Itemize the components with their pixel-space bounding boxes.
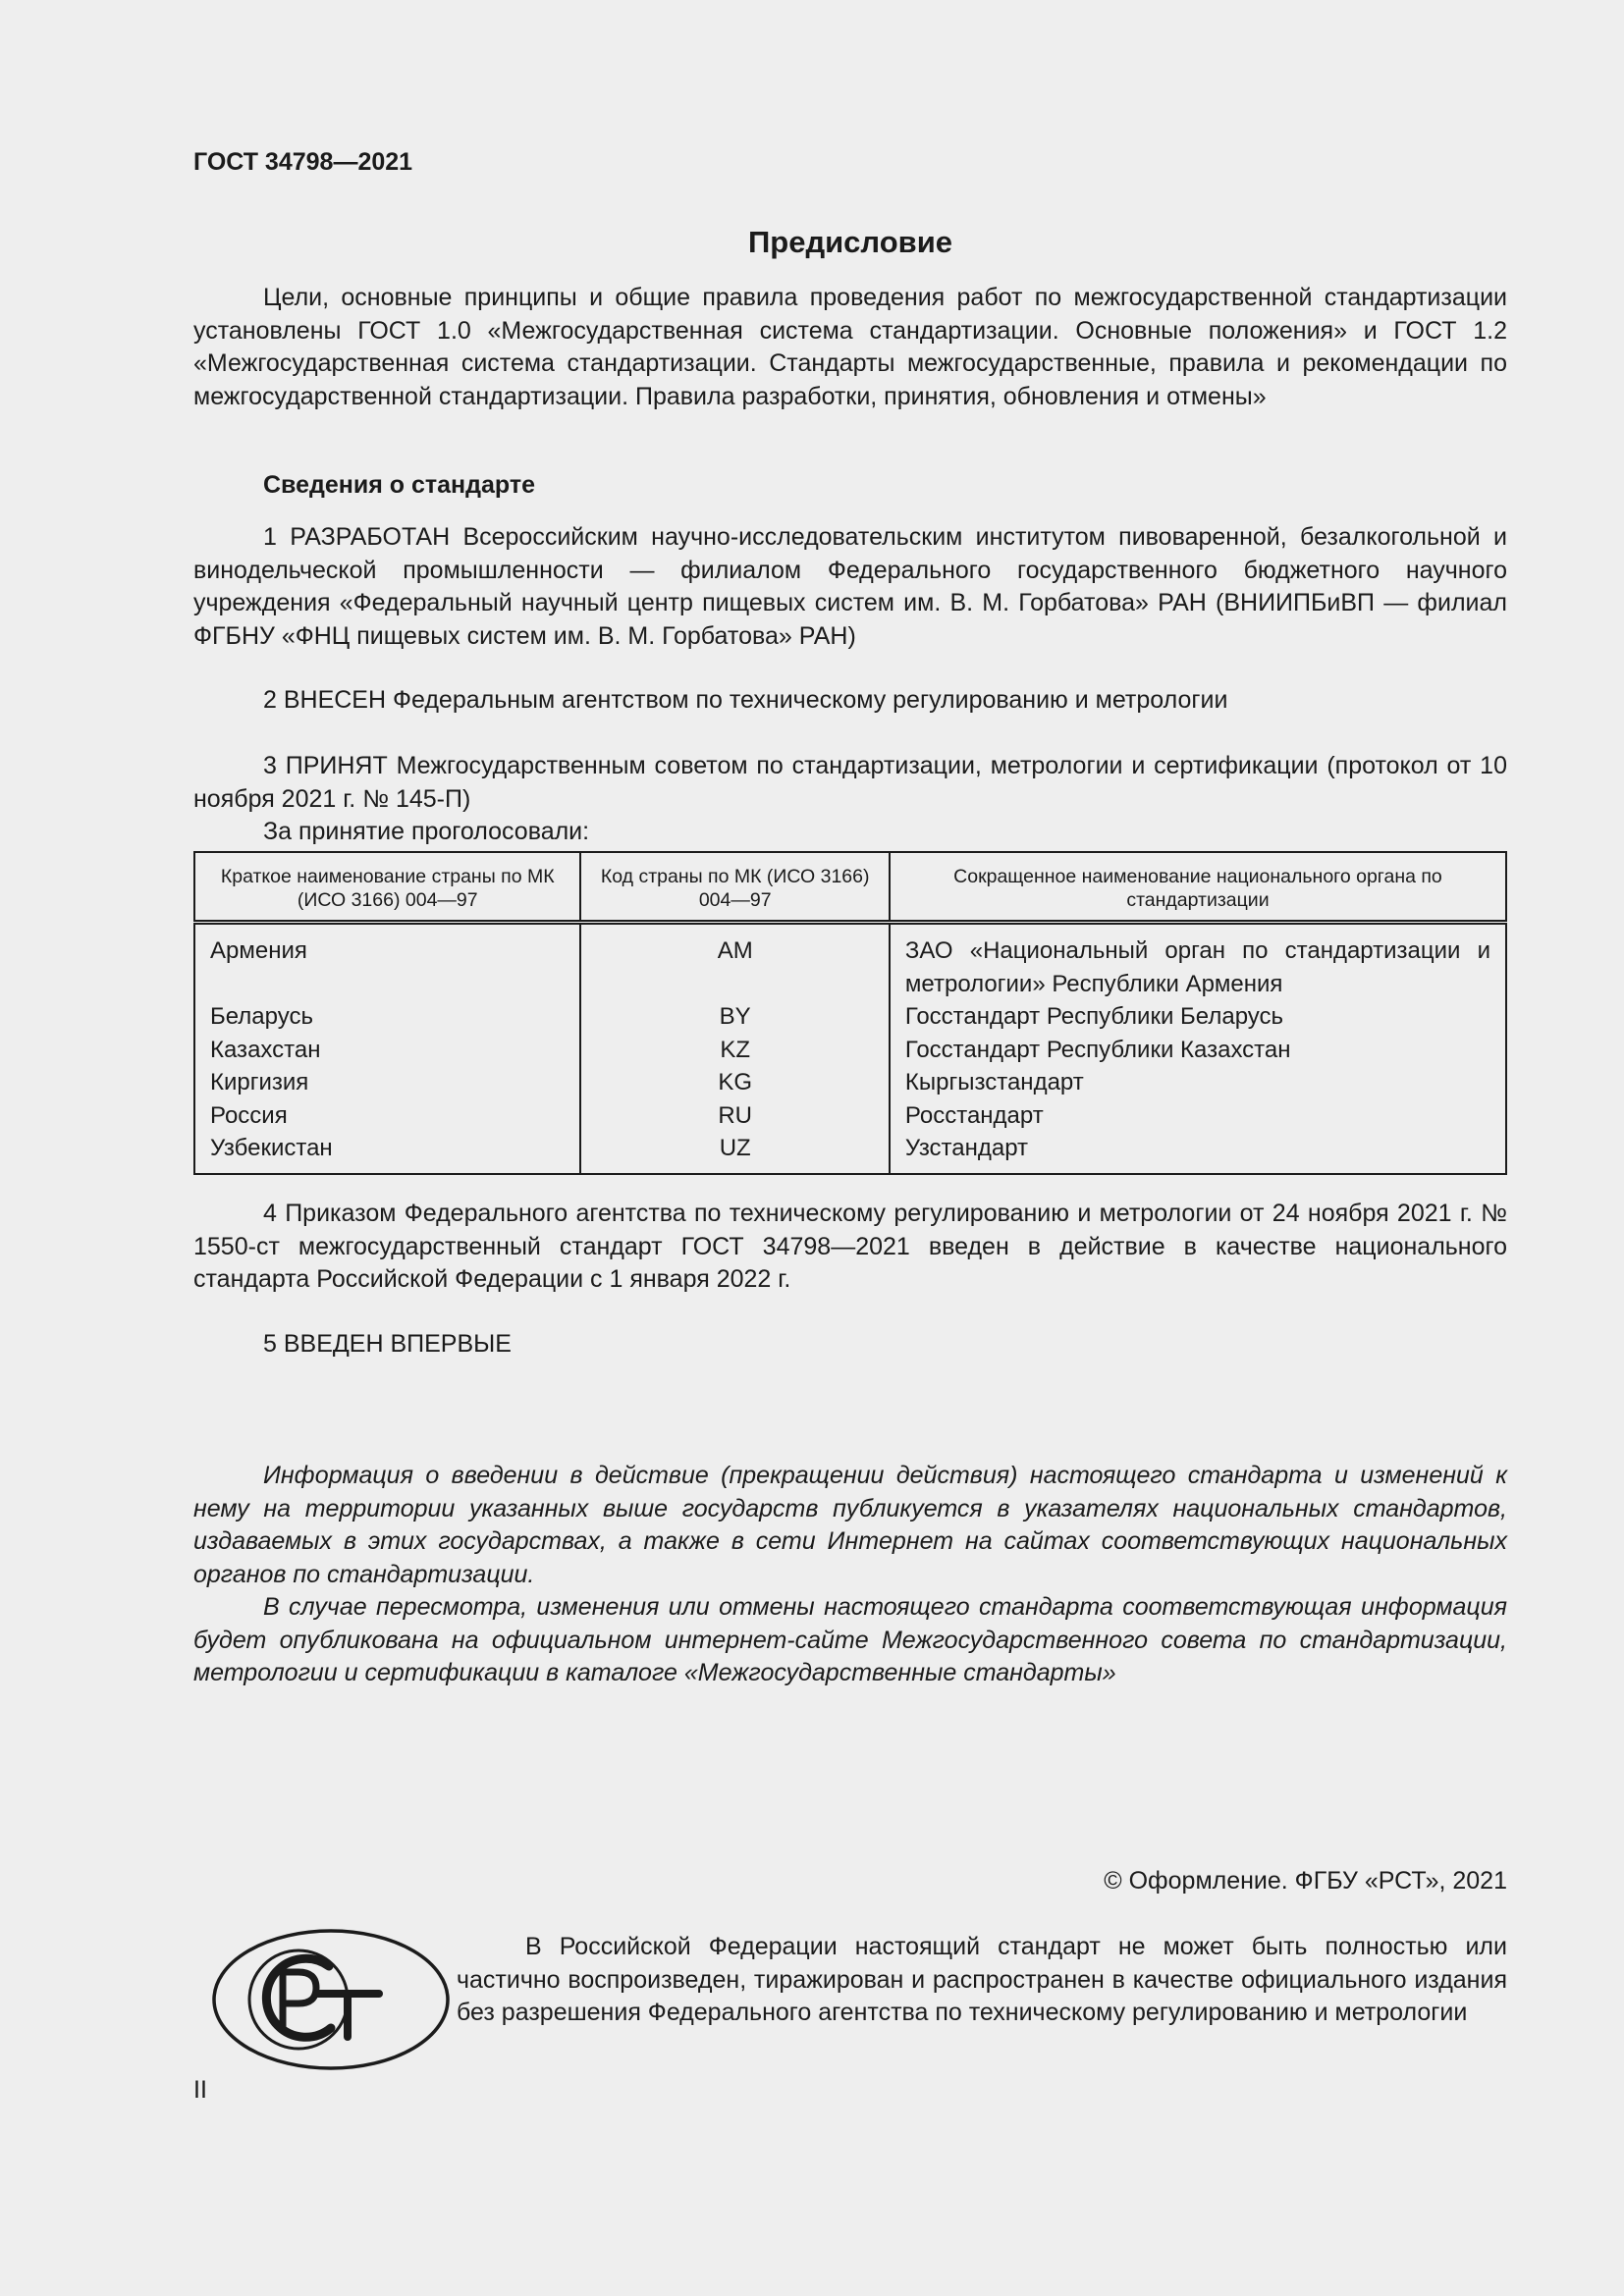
table-row (194, 1066, 1506, 1099)
info-paragraph-2: В случае пересмотра, изменения или отмены настоящего стандарта соответствующая информация будет опубликована на официальном интернет-сайте Межгосударственного совета по стандартизации, метрологии и сертификации в каталоге «Межгосударственные стандарты» (193, 1593, 1507, 1686)
table-row (194, 1000, 1506, 1034)
intro-paragraph: Цели, основные принципы и общие правила проведения работ по межгосударственной стандартизации установлены ГОСТ 1.0 «Межгосударственная система стандартизации. Основные положения» и ГОСТ 1.2 «Межгосударственная система стандартизации. Стандарты межгосударственные, правила и рекомендации по межгосударственной стандартизации. Правила разработки, принятия, обновления и отмены» (193, 284, 1507, 410)
page-number: II (193, 2076, 207, 2104)
country-cell: Армения (194, 923, 580, 1001)
code-cell: RU (580, 1099, 889, 1133)
table-row (194, 923, 1506, 1001)
country-cell: Беларусь (194, 1000, 580, 1034)
country-cell: Россия (194, 1099, 580, 1133)
org-cell: ЗАО «Национальный орган по стандартизации и метрологии» Республики Армения (890, 923, 1506, 1001)
voting-table (193, 851, 1507, 1175)
item-4-block (193, 1198, 1507, 1297)
item-developed: 1 РАЗРАБОТАН Всероссийским научно-исследовательским институтом пивоваренной, безалкогольной и винодельческой промышленности — филиалом Федерального государственного бюджетного научного учреждения «Федеральный научный центр пищевых систем им. В. М. Горбатова» РАН (ВНИИПБиВП — филиал ФГБНУ «ФНЦ пищевых систем им. В. М. Горбатова» РАН) (193, 523, 1507, 650)
info-heading-block (193, 469, 1507, 503)
code-cell: AM (580, 923, 889, 1001)
item-1-block (193, 521, 1507, 653)
table-header-row (194, 852, 1506, 923)
item-5-block (193, 1328, 1507, 1362)
org-cell: Госстандарт Республики Казахстан (890, 1034, 1506, 1067)
country-cell: Казахстан (194, 1034, 580, 1067)
voted-label: За принятие проголосовали: (263, 818, 590, 845)
item-3-block (193, 750, 1507, 849)
rst-logo-icon (210, 1927, 452, 2072)
column-header-code: Код страны по МК (ИСО 3166) 004—97 (580, 852, 889, 923)
country-cell: Узбекистан (194, 1132, 580, 1174)
info-paragraph-1: Информация о введении в действие (прекращении действия) настоящего стандарта и изменений к нему на территории указанных выше государств публикуется в указателях национальных стандартов, издаваемых в этих государствах, а также в сети Интернет на сайтах соответствующих национальных органов по стандартизации. (193, 1462, 1507, 1588)
item-introduced: 2 ВНЕСЕН Федеральным агентством по техническому регулированию и метрологии (263, 686, 1228, 714)
standard-info-heading: Сведения о стандарте (263, 471, 536, 499)
table-row (194, 1099, 1506, 1133)
country-cell: Киргизия (194, 1066, 580, 1099)
code-cell: KZ (580, 1034, 889, 1067)
item-first-introduced: 5 ВВЕДЕН ВПЕРВЫЕ (263, 1330, 512, 1358)
org-cell: Росстандарт (890, 1099, 1506, 1133)
intro-block (193, 282, 1507, 413)
item-order: 4 Приказом Федерального агентства по техническому регулированию и метрологии от 24 ноября 2021 г. № 1550-ст межгосударственный стандарт ГОСТ 34798—2021 введен в действие в качестве национального стандарта Российской Федерации с 1 января 2022 г. (193, 1200, 1507, 1293)
item-2-block (193, 684, 1507, 718)
code-cell: BY (580, 1000, 889, 1034)
org-cell: Госстандарт Республики Беларусь (890, 1000, 1506, 1034)
column-header-country: Краткое наименование страны по МК (ИСО 3166) 004—97 (194, 852, 580, 923)
info-notice-block (193, 1460, 1507, 1690)
page-title: Предисловие (747, 225, 952, 259)
table-row (194, 1132, 1506, 1174)
copyright-line: © Оформление. ФГБУ «РСТ», 2021 (1104, 1867, 1507, 1895)
column-header-org: Сокращенное наименование национального органа по стандартизации (890, 852, 1506, 923)
code-cell: UZ (580, 1132, 889, 1174)
document-code: ГОСТ 34798—2021 (193, 148, 413, 176)
item-adopted: 3 ПРИНЯТ Межгосударственным советом по стандартизации, метрологии и сертификации (протокол от 10 ноября 2021 г. № 145-П) (193, 752, 1507, 813)
table-row (194, 1034, 1506, 1067)
org-cell: Кыргызстандарт (890, 1066, 1506, 1099)
copyright-notice: В Российской Федерации настоящий стандарт не может быть полностью или частично воспроизведен, тиражирован и распространен в качестве официального издания без разрешения Федерального агентства по техническому регулированию и метрологии (457, 1933, 1507, 2026)
code-cell: KG (580, 1066, 889, 1099)
org-cell: Узстандарт (890, 1132, 1506, 1174)
